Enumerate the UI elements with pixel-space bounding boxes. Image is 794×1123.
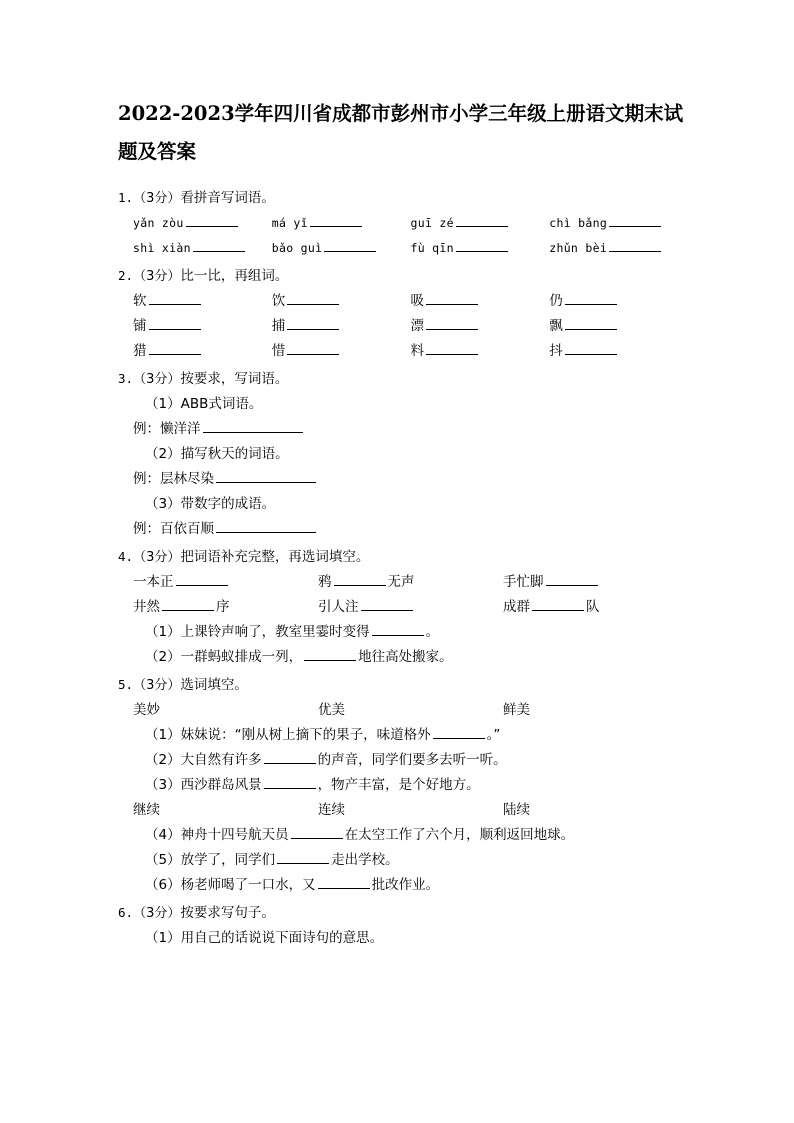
answer-blank[interactable]	[546, 572, 598, 586]
character-text: 漂	[410, 318, 424, 334]
question-5-score: （3分）	[133, 678, 181, 693]
answer-blank[interactable]	[372, 622, 424, 636]
question-2-number: 2.	[118, 268, 134, 283]
question-2-body	[118, 289, 688, 364]
sentence-suffix: 在太空工作了六个月，顺利返回地球。	[344, 827, 575, 843]
character-text: 捕	[271, 318, 286, 334]
question-3-body	[118, 392, 688, 542]
character-text: 飘	[549, 318, 563, 334]
pinyin-cell	[133, 211, 272, 236]
pinyin-row-2	[133, 236, 688, 261]
subquestion-label: （1）ABB式词语。	[145, 396, 263, 412]
pinyin-text: fù qīn	[410, 241, 454, 255]
answer-blank[interactable]	[433, 725, 485, 739]
idiom-cell	[133, 570, 318, 595]
sentence-suffix: 批改作业。	[371, 877, 440, 893]
answer-blank[interactable]	[176, 572, 228, 586]
question-6-header	[118, 900, 688, 926]
answer-blank[interactable]	[287, 291, 339, 305]
question-1-score: （3分）	[133, 191, 181, 206]
question-3-prompt: 按要求，写词语。	[180, 371, 289, 387]
idiom-suffix: 无声	[387, 574, 415, 590]
question-4-number: 4.	[118, 549, 134, 564]
answer-blank[interactable]	[532, 597, 584, 611]
answer-blank[interactable]	[318, 875, 370, 889]
character-text: 猎	[133, 343, 147, 359]
answer-blank[interactable]	[287, 341, 339, 355]
word-bank-item: 继续	[133, 802, 160, 818]
sentence-prefix: （1）妹妹说：“刚从树上摘下的果子，味道格外	[145, 727, 431, 743]
idiom-row-1	[133, 570, 688, 595]
answer-blank[interactable]	[456, 238, 508, 252]
idiom-prefix: 一本正	[133, 574, 174, 590]
sentence-suffix: 地往高处搬家。	[358, 649, 453, 665]
answer-blank[interactable]	[203, 419, 303, 433]
question-1-prompt: 看拼音写词语。	[180, 190, 275, 206]
pinyin-cell	[272, 211, 411, 236]
subquestion-sentence	[133, 645, 688, 670]
character-cell	[549, 339, 688, 364]
page-content	[118, 95, 688, 953]
question-1-number: 1.	[118, 190, 134, 205]
answer-blank[interactable]	[565, 316, 617, 330]
answer-blank[interactable]	[149, 341, 201, 355]
pinyin-text: shì xiàn	[133, 241, 191, 255]
answer-blank[interactable]	[193, 238, 245, 252]
sentence-prefix: （2）大自然有许多	[145, 752, 262, 768]
question-6-prompt: 按要求写句子。	[180, 905, 275, 921]
answer-blank[interactable]	[324, 238, 376, 252]
answer-blank[interactable]	[277, 850, 329, 864]
character-cell	[411, 289, 550, 314]
sentence-suffix: 的声音，同学们要多去听一听。	[317, 752, 507, 768]
page-title: 2022-2023学年四川省成都市彭州市小学三年级上册语文期末试题及答案	[118, 102, 684, 163]
sentence-prefix: （2）一群蚂蚁排成一列，	[145, 649, 303, 665]
subquestion-sentence	[133, 848, 688, 873]
answer-blank[interactable]	[426, 316, 478, 330]
character-cell	[133, 314, 272, 339]
answer-blank[interactable]	[426, 291, 478, 305]
subquestion-sentence	[133, 873, 688, 898]
character-cell	[411, 314, 550, 339]
pinyin-cell	[549, 211, 688, 236]
question-3-score: （3分）	[133, 372, 181, 387]
character-cell	[411, 339, 550, 364]
question-6	[118, 900, 688, 951]
example-text: 例：百依百顺	[133, 521, 214, 537]
sentence-prefix: （1）上课铃声响了，教室里霎时变得	[145, 624, 370, 640]
question-6-number: 6.	[118, 905, 134, 920]
subquestion-sentence	[133, 773, 688, 798]
character-cell	[272, 289, 411, 314]
idiom-cell	[133, 595, 318, 620]
answer-blank[interactable]	[264, 750, 316, 764]
question-2	[118, 263, 688, 364]
idiom-suffix: 序	[216, 599, 230, 615]
pinyin-cell	[133, 236, 272, 261]
idiom-prefix: 成群	[503, 599, 530, 615]
idiom-suffix: 队	[586, 599, 600, 615]
word-bank-item: 连续	[318, 802, 345, 818]
question-6-body	[118, 926, 688, 951]
question-6-score: （3分）	[133, 906, 181, 921]
pinyin-text: chì bǎng	[549, 216, 608, 230]
pinyin-text: zhǔn bèi	[549, 241, 608, 255]
question-5-body	[118, 698, 688, 898]
answer-blank[interactable]	[149, 291, 201, 305]
answer-blank[interactable]	[609, 238, 661, 252]
character-cell	[133, 339, 272, 364]
character-cell	[133, 289, 272, 314]
character-row-3	[133, 339, 688, 364]
answer-blank[interactable]	[565, 291, 617, 305]
answer-blank[interactable]	[334, 572, 386, 586]
character-text: 料	[410, 343, 424, 359]
answer-blank[interactable]	[264, 775, 316, 789]
answer-blank[interactable]	[310, 213, 362, 227]
character-cell	[272, 339, 411, 364]
question-5-header	[118, 672, 688, 698]
character-text: 抖	[549, 343, 563, 359]
example-text: 例：层林尽染	[133, 471, 214, 487]
question-4	[118, 544, 688, 670]
question-3	[118, 366, 688, 542]
question-3-header	[118, 366, 688, 392]
pinyin-cell	[272, 236, 411, 261]
subquestion-sentence	[133, 748, 688, 773]
subquestion-sentence	[133, 620, 688, 645]
pinyin-text: má yǐ	[271, 216, 308, 230]
answer-blank[interactable]	[456, 213, 508, 227]
example-line	[133, 467, 688, 492]
example-line	[133, 517, 688, 542]
idiom-cell	[318, 595, 503, 620]
pinyin-row-1	[133, 211, 688, 236]
pinyin-cell	[549, 236, 688, 261]
question-5	[118, 672, 688, 898]
question-1-body	[118, 211, 688, 261]
answer-blank[interactable]	[426, 341, 478, 355]
character-text: 惜	[271, 343, 286, 359]
answer-blank[interactable]	[609, 213, 661, 227]
word-bank-item: 陆续	[503, 802, 530, 818]
pinyin-text: bǎo guì	[271, 241, 323, 255]
character-cell	[549, 314, 688, 339]
word-bank-item: 优美	[318, 702, 345, 718]
subquestion-label: （2）描写秋天的词语。	[145, 446, 289, 462]
answer-blank[interactable]	[361, 597, 413, 611]
idiom-cell	[503, 595, 688, 620]
sentence-prefix: （3）西沙群岛风景	[145, 777, 262, 793]
question-4-prompt: 把词语补充完整，再选词填空。	[180, 549, 370, 565]
character-text: 软	[133, 293, 147, 309]
question-2-score: （3分）	[133, 269, 181, 284]
idiom-prefix: 鸦	[318, 574, 332, 590]
pinyin-cell	[411, 236, 550, 261]
question-4-body	[118, 570, 688, 670]
question-1	[118, 185, 688, 261]
answer-blank[interactable]	[291, 825, 343, 839]
character-cell	[549, 289, 688, 314]
subquestion-sentence	[133, 823, 688, 848]
sentence-suffix: 。	[425, 624, 440, 640]
answer-blank[interactable]	[186, 213, 238, 227]
idiom-cell	[503, 570, 688, 595]
question-2-prompt: 比一比，再组词。	[180, 268, 289, 284]
character-cell	[272, 314, 411, 339]
question-5-prompt: 选词填空。	[180, 677, 248, 693]
answer-blank[interactable]	[287, 316, 339, 330]
pinyin-cell	[411, 211, 550, 236]
idiom-prefix: 井然	[133, 599, 160, 615]
question-4-header	[118, 544, 688, 570]
idiom-cell	[318, 570, 503, 595]
character-text: 仍	[549, 293, 563, 309]
answer-blank[interactable]	[162, 597, 214, 611]
word-bank-item: 鲜美	[503, 702, 530, 718]
idiom-row-2	[133, 595, 688, 620]
question-1-header	[118, 185, 688, 211]
idiom-prefix: 引人注	[318, 599, 359, 615]
subquestion-sentence	[133, 723, 688, 748]
word-bank-1	[133, 698, 688, 723]
question-3-number: 3.	[118, 371, 134, 386]
character-text: 饮	[271, 293, 286, 309]
question-5-number: 5.	[118, 677, 134, 692]
answer-blank[interactable]	[216, 519, 316, 533]
answer-blank[interactable]	[565, 341, 617, 355]
subquestion-label: （3）带数字的成语。	[145, 496, 276, 512]
question-4-score: （3分）	[133, 550, 181, 565]
character-row-2	[133, 314, 688, 339]
idiom-prefix: 手忙脚	[503, 574, 544, 590]
answer-blank[interactable]	[149, 316, 201, 330]
pinyin-text: yǎn zòu	[133, 216, 184, 230]
sentence-suffix: 。”	[486, 727, 501, 743]
pinyin-text: guī zé	[410, 216, 454, 230]
answer-blank[interactable]	[304, 647, 356, 661]
sentence-prefix: （5）放学了，同学们	[145, 852, 276, 868]
sentence-suffix: 走出学校。	[331, 852, 399, 868]
example-text: 例：懒洋洋	[133, 421, 201, 437]
character-row-1	[133, 289, 688, 314]
example-line	[133, 417, 688, 442]
sentence-prefix: （6）杨老师喝了一口水，又	[145, 877, 316, 893]
question-2-header	[118, 263, 688, 289]
character-text: 铺	[133, 318, 147, 334]
sentence-prefix: （4）神舟十四号航天员	[145, 827, 289, 843]
word-bank-item: 美妙	[133, 702, 160, 718]
answer-blank[interactable]	[216, 469, 316, 483]
subquestion-label: （1）用自己的话说说下面诗句的意思。	[145, 930, 384, 946]
sentence-suffix: ，物产丰富，是个好地方。	[317, 777, 480, 793]
character-text: 吸	[410, 293, 424, 309]
word-bank-2	[133, 798, 688, 823]
